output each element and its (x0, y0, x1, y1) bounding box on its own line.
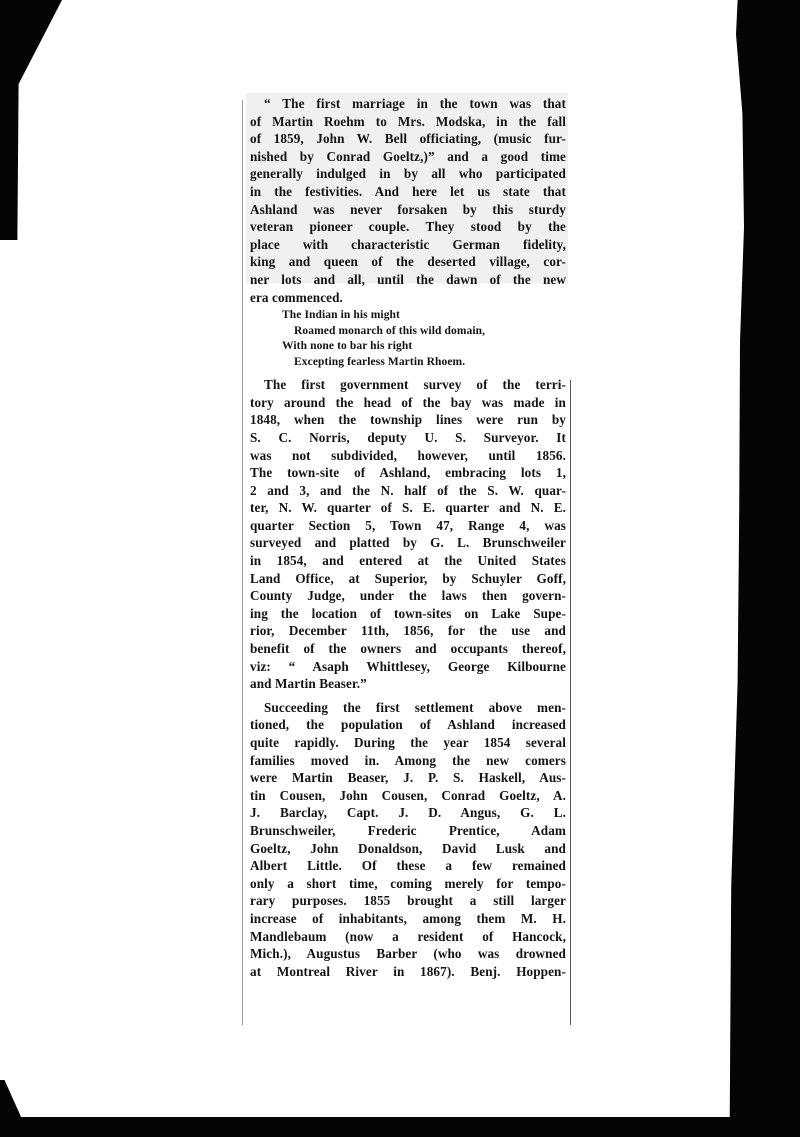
text-line: quite rapidly. During the year 1854 several (250, 735, 566, 750)
text-line: Ashland was never forsaken by this sturdy (250, 201, 566, 217)
text-line: in 1854, and entered at the United States (250, 553, 566, 569)
text-line: of Martin Roehm to Mrs. Modska, in the fall (250, 113, 566, 129)
text-line: 2 and 3, and the N. half of the S. W. quar- (250, 482, 566, 498)
text-line: 1848, when the township lines were run by (250, 412, 566, 428)
text-line: era commenced. (250, 289, 343, 305)
text-line: S. C. Norris, deputy U. S. Surveyor. It (250, 429, 566, 445)
scan-border-bottom (0, 1117, 800, 1137)
text-line: ter, N. W. quarter of S. E. quarter and N. E. (250, 500, 566, 516)
text-line: Mandlebaum (now a resident of Hancock, (250, 928, 566, 944)
text-line: tioned, the population of Ashland increased (250, 717, 566, 733)
paragraph-government-survey (250, 376, 566, 693)
poem-line: The Indian in his might (282, 309, 400, 322)
scan-border-bottom-left (0, 1080, 30, 1137)
text-line: J. Barclay, Capt. J. D. Angus, G. L. (250, 805, 566, 821)
text-line: rary purposes. 1855 brought a still larger (250, 893, 566, 909)
text-line: generally indulged in by all who participated (250, 166, 566, 182)
newspaper-column (250, 95, 566, 980)
text-line: “ The first marriage in the town was that (264, 96, 566, 111)
poem-line: With none to bar his right (282, 340, 413, 353)
poem-line: Roamed monarch of this wild domain, (294, 324, 486, 337)
text-line: Goeltz, John Donaldson, David Lusk and (250, 840, 566, 856)
column-rule-right (570, 380, 571, 1025)
text-line: The town-site of Ashland, embracing lots 1, (250, 465, 566, 481)
column-rule-left (242, 100, 243, 1025)
scan-border-right (720, 0, 800, 1137)
text-line: ner lots and all, until the dawn of the new (250, 271, 566, 287)
text-line: Mich.), Augustus Barber (who was drowned (250, 946, 566, 962)
text-line: only a short time, coming merely for tempo- (250, 875, 566, 891)
scan-border-left (0, 0, 62, 240)
text-line: tory around the head of the bay was made in (250, 394, 566, 410)
text-line: surveyed and platted by G. L. Brunschweiler (250, 535, 566, 551)
text-line: The first government survey of the terri- (264, 377, 566, 393)
text-line: Brunschweiler, Frederic Prentice, Adam (250, 822, 566, 838)
text-line: Albert Little. Of these a few remained (250, 858, 566, 874)
text-line: of 1859, John W. Bell officiating, (music fur- (250, 131, 566, 147)
text-line: tin Cousen, John Cousen, Conrad Goeltz, A. (250, 787, 566, 803)
text-line: families moved in. Among the new comers (250, 752, 566, 768)
text-line: was not subdivided, however, until 1856. (250, 447, 566, 463)
poem-verse (250, 308, 566, 370)
text-line: Succeeding the first settlement above men- (264, 699, 566, 715)
text-line: and Martin Beaser.” (250, 676, 367, 692)
text-line: increase of inhabitants, among them M. H. (250, 910, 566, 926)
text-line: County Judge, under the laws then govern- (250, 588, 566, 604)
text-line: veteran pioneer couple. They stood by the (250, 219, 566, 235)
paragraph-first-marriage (250, 95, 566, 306)
text-line: king and queen of the deserted village, cor- (250, 254, 566, 270)
text-line: place with characteristic German fidelity, (250, 236, 566, 252)
poem-line: Excepting fearless Martin Rhoem. (294, 355, 466, 368)
text-line: in the festivities. And here let us state that (250, 183, 566, 199)
text-line: benefit of the owners and occupants thereof, (250, 641, 566, 657)
text-line: rior, December 11th, 1856, for the use and (250, 623, 566, 639)
text-line: quarter Section 5, Town 47, Range 4, was (250, 517, 566, 533)
text-line: nished by Conrad Goeltz,)” and a good time (250, 148, 566, 164)
text-line: at Montreal River in 1867). Benj. Hoppen- (250, 963, 566, 979)
text-line: were Martin Beaser, J. P. S. Haskell, Aus- (250, 770, 566, 786)
text-line: ing the location of town-sites on Lake Supe- (250, 605, 566, 621)
paragraph-settlement (250, 699, 566, 981)
text-line: viz: “ Asaph Whittlesey, George Kilbourne (250, 658, 566, 674)
text-line: Land Office, at Superior, by Schuyler Goff, (250, 570, 566, 586)
